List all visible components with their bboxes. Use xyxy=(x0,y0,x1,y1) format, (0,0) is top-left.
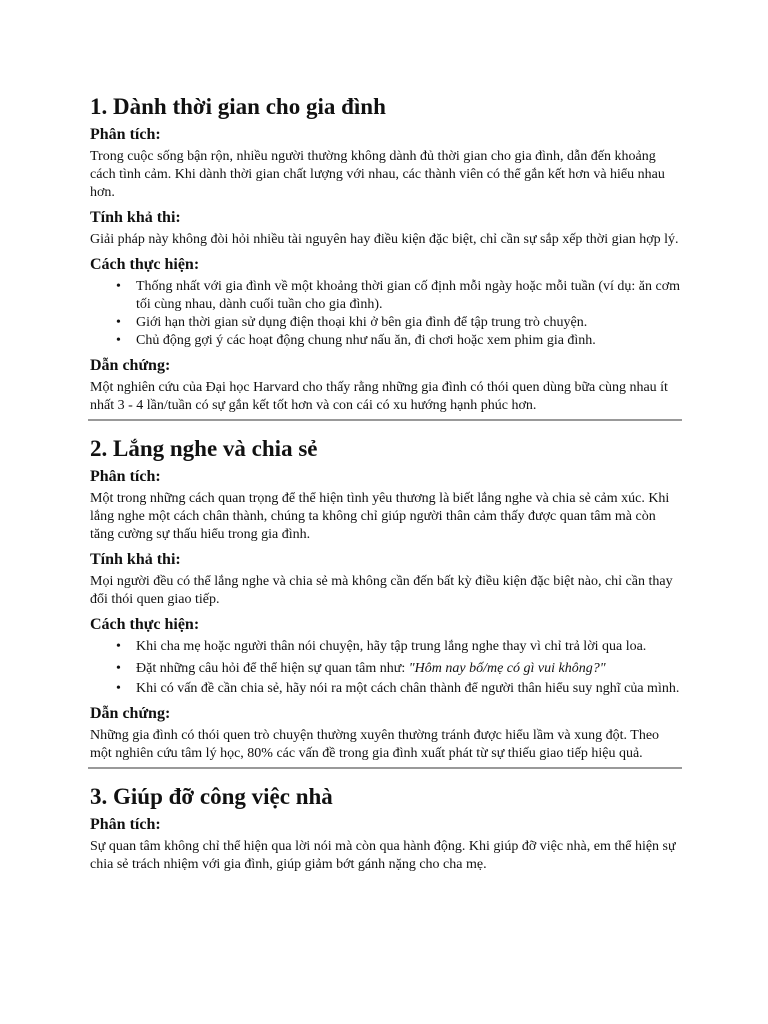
section-1-evidence-text: Một nghiên cứu của Đại học Harvard cho thấy rằng những gia đình có thói quen dùng bữa cùng nhau ít nhất 3 - 4 lần/tuần có sự gắn kết tốt hơn và con cái có xu hướng hạnh phúc hơn. xyxy=(90,380,668,413)
section-3-title: 3. Giúp đỡ công việc nhà xyxy=(90,784,333,809)
list-item xyxy=(136,660,680,678)
section-1-feasibility-heading: Tính khả thi: xyxy=(90,209,181,226)
list-item: • Chủ động gợi ý các hoạt động chung như nấu ăn, đi chơi hoặc xem phim gia đình. xyxy=(136,332,680,350)
section-3-analysis-text: Sự quan tâm không chỉ thể hiện qua lời nói mà còn qua hành động. Khi giúp đỡ việc nhà, em thể hiện sự chia sẻ trách nhiệm với gia đình, giúp giảm bớt gánh nặng cho cha mẹ. xyxy=(90,839,676,872)
question-quote: "Hôm nay bố/mẹ có gì vui không?" xyxy=(408,661,606,676)
list-item: • Khi có vấn đề cần chia sẻ, hãy nói ra một cách chân thành để người thân hiểu suy nghĩ của mình. xyxy=(136,680,680,698)
section-3 xyxy=(90,783,680,874)
section-2-how-heading: Cách thực hiện: xyxy=(90,616,200,633)
list-item: • Khi cha mẹ hoặc người thân nói chuyện, hãy tập trung lắng nghe thay vì chỉ trả lời qua loa. xyxy=(136,638,680,656)
section-divider xyxy=(88,767,682,769)
section-2-title: 2. Lắng nghe và chia sẻ xyxy=(90,436,318,461)
section-2-analysis-heading: Phân tích: xyxy=(90,468,161,485)
section-1-feasibility-text: Giải pháp này không đòi hỏi nhiều tài nguyên hay điều kiện đặc biệt, chỉ cần sự sắp xếp thời gian hợp lý. xyxy=(90,232,679,247)
section-1 xyxy=(90,93,680,415)
section-1-title: 1. Dành thời gian cho gia đình xyxy=(90,94,386,119)
section-1-how-heading: Cách thực hiện: xyxy=(90,256,200,273)
section-2-feasibility-heading: Tính khả thi: xyxy=(90,551,181,568)
section-2-analysis-text: Một trong những cách quan trọng để thể hiện tình yêu thương là biết lắng nghe và chia sẻ cảm xúc. Khi lắng nghe một cách chân thành, chúng ta không chỉ giúp người thân cảm thấy được quan tâm mà còn tăng cường sự thấu hiểu trong gia đình. xyxy=(90,491,670,542)
list-item: • Giới hạn thời gian sử dụng điện thoại khi ở bên gia đình để tập trung trò chuyện. xyxy=(136,314,680,332)
question-prefix: Đặt những câu hỏi để thể hiện sự quan tâm như: xyxy=(136,661,409,676)
section-divider xyxy=(88,419,682,421)
section-2-evidence-heading: Dẫn chứng: xyxy=(90,705,171,722)
section-1-analysis-heading: Phân tích: xyxy=(90,126,161,143)
section-3-analysis-heading: Phân tích: xyxy=(90,816,161,833)
section-1-evidence-heading: Dẫn chứng: xyxy=(90,357,171,374)
section-2 xyxy=(90,435,680,763)
section-2-how-list xyxy=(90,638,680,698)
list-item: • Thống nhất với gia đình về một khoảng thời gian cố định mỗi ngày hoặc mỗi tuần (ví dụ: ăn cơm tối cùng nhau, dành cuối tuần cho gia đình). xyxy=(136,278,680,314)
section-1-how-list xyxy=(90,278,680,350)
section-2-feasibility-text: Mọi người đều có thể lắng nghe và chia sẻ mà không cần đến bất kỳ điều kiện đặc biệt nào, chỉ cần thay đổi thói quen giao tiếp. xyxy=(90,574,673,607)
section-1-analysis-text: Trong cuộc sống bận rộn, nhiều người thường không dành đủ thời gian cho gia đình, dẫn đến khoảng cách tình cảm. Khi dành thời gian chất lượng với nhau, các thành viên có thể gắn kết hơn và hiểu nhau hơn. xyxy=(90,149,665,200)
section-2-evidence-text: Những gia đình có thói quen trò chuyện thường xuyên thường tránh được hiểu lầm và xung đột. Theo một nghiên cứu tâm lý học, 80% các vấn đề trong gia đình xuất phát từ sự thiếu giao tiếp hiệu quả. xyxy=(90,728,660,761)
